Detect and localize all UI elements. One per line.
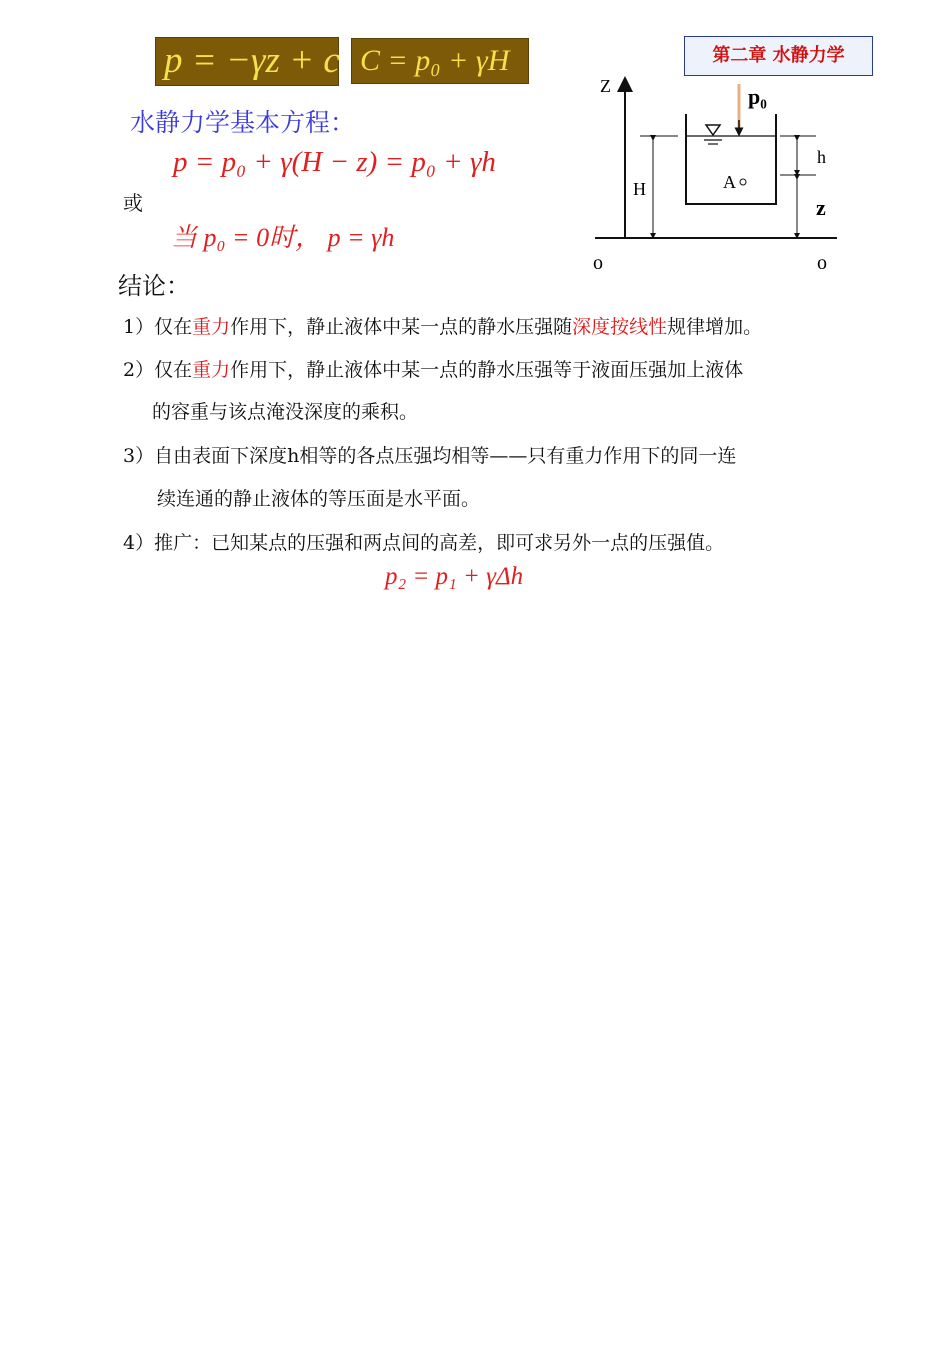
- z-label: z: [816, 195, 826, 220]
- conclusion-item-3: 3）自由表面下深度h相等的各点压强均相等——只有重力作用下的同一连: [123, 445, 737, 467]
- pressure-diagram: [590, 70, 850, 280]
- H-label: H: [633, 179, 646, 199]
- item-text: 规律增加。: [667, 316, 763, 338]
- item-highlight: 深度按线性: [572, 316, 668, 338]
- item-text: 作用下，静止液体中某一点的静水压强等于液面压强加上液体: [230, 359, 744, 381]
- item-highlight: 重力: [192, 316, 231, 338]
- formula-box-general: p = −γz + c: [155, 37, 339, 86]
- formula-box-constant: C = p₀ + γH: [351, 38, 529, 84]
- conclusion-item-2: [123, 355, 743, 382]
- z-axis-label: Z: [600, 76, 611, 96]
- point-A-marker: [740, 179, 746, 185]
- conclusion-item-3-cont: 续连通的静止液体的等压面是水平面。: [157, 488, 481, 510]
- special-case-equation: 当 p₀ = 0时， p = γh: [171, 223, 395, 252]
- basic-equation: p = p₀ + γ(H − z) = p₀ + γh: [173, 146, 496, 178]
- pressure-label: p₀: [748, 84, 767, 109]
- conclusion-item-1: [123, 312, 762, 339]
- equation-heading: 水静力学基本方程：: [130, 108, 356, 137]
- item-highlight: 重力: [192, 359, 231, 381]
- item-text: 作用下，静止液体中某一点的静水压强随: [230, 316, 573, 338]
- or-word: 或: [123, 191, 143, 215]
- origin-right-label: o: [817, 252, 827, 274]
- conclusion-item-2-cont: 的容重与该点淹没深度的乘积。: [152, 401, 419, 423]
- free-surface-triangle-icon: [706, 125, 720, 135]
- point-A-label: A: [723, 172, 736, 192]
- conclusion-heading: 结论：: [118, 272, 190, 300]
- chapter-tag: 第二章 水静力学: [684, 36, 873, 76]
- item-text: 1）仅在: [123, 316, 193, 338]
- h-label: h: [817, 147, 826, 167]
- conclusion-item-4: 4）推广：已知某点的压强和两点间的高差，即可求另外一点的压强值。: [123, 532, 725, 554]
- item-text: 2）仅在: [123, 359, 193, 381]
- generalized-equation: p₂ = p₁ + γΔh: [385, 563, 524, 590]
- origin-left-label: o: [593, 252, 603, 274]
